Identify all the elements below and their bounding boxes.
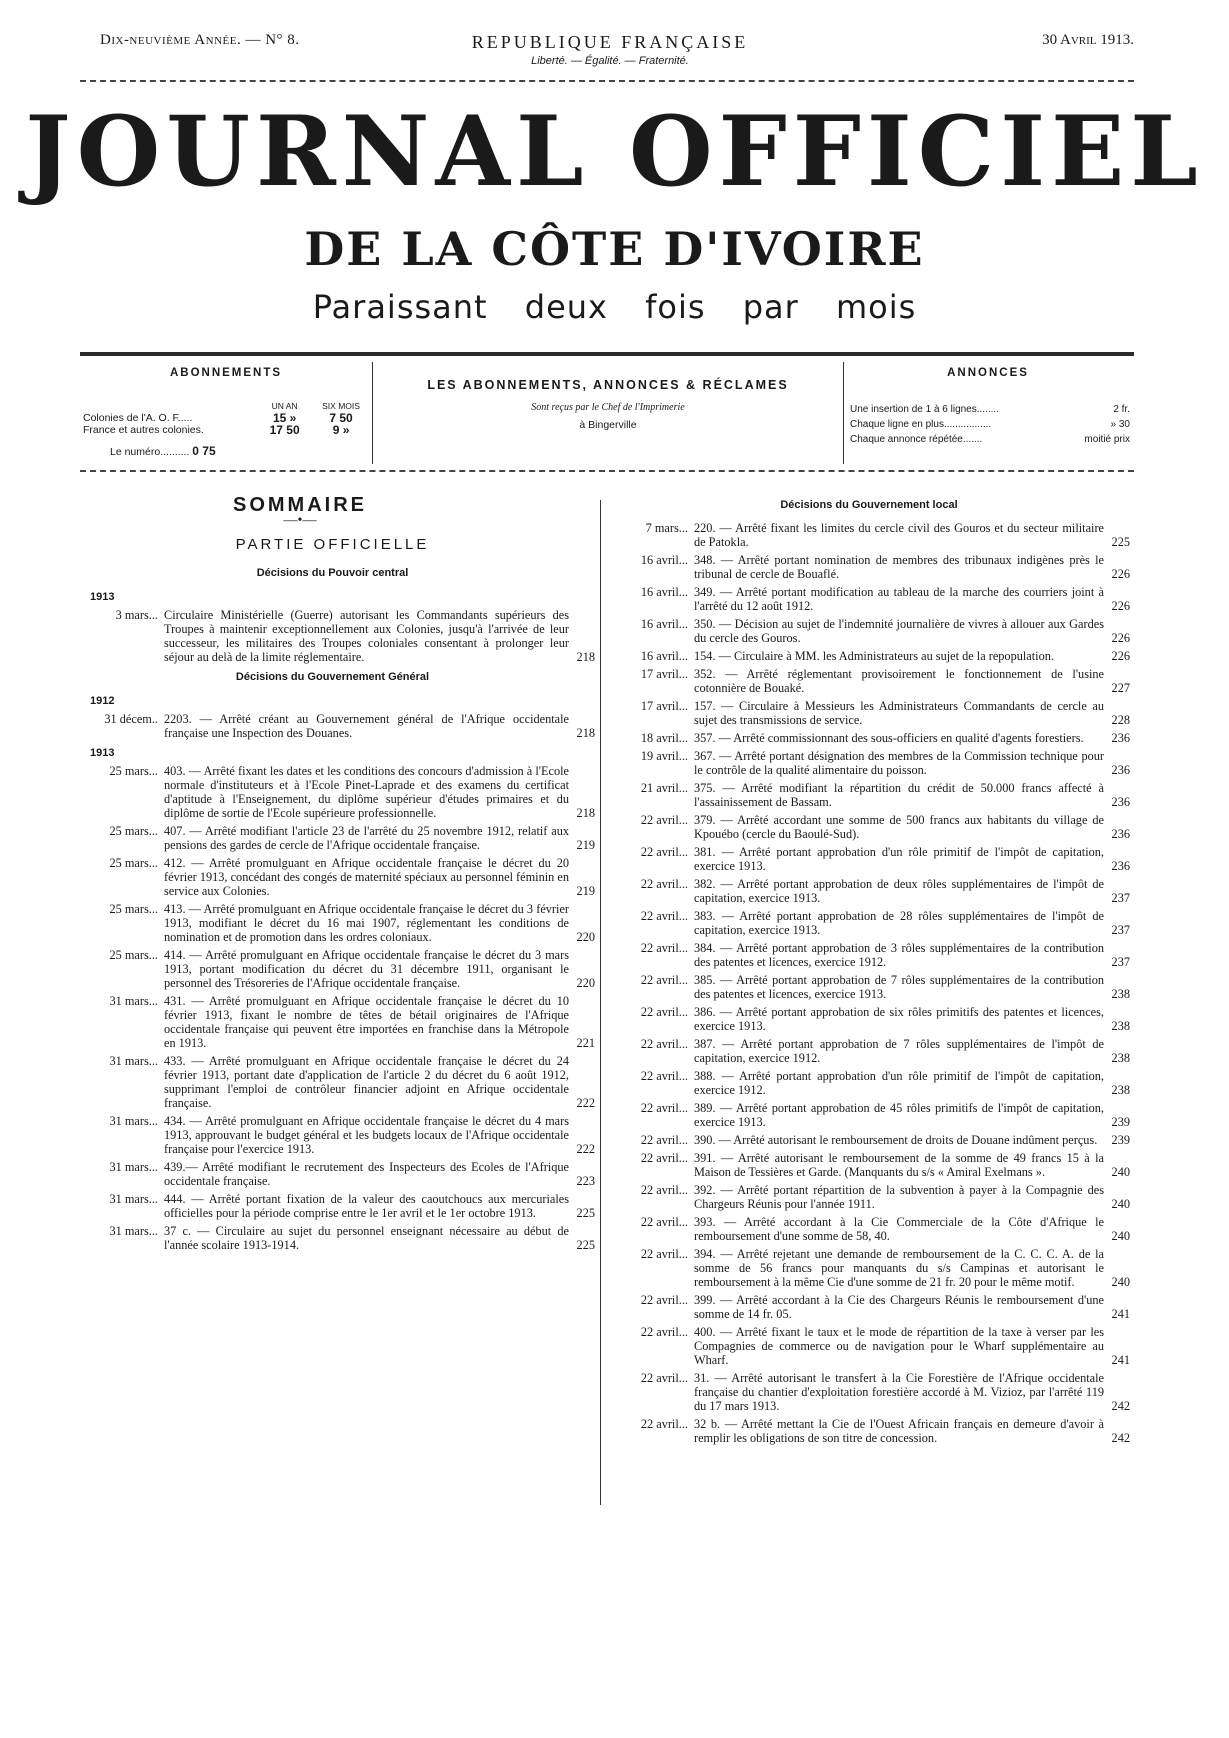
sommaire-entry <box>70 824 595 852</box>
reception-note: Sont reçus par le Chef de l'Imprimerie <box>531 402 685 413</box>
sommaire-entry <box>70 1160 595 1188</box>
entry-text: 32 b. — Arrêté mettant la Cie de l'Ouest Africain français en demeure d'avoir à remplir les obligations de son titre de concession. <box>694 1417 1104 1445</box>
sommaire-entry <box>608 1325 1130 1367</box>
entry-page: 221 <box>576 1036 595 1050</box>
entry-text: 390. — Arrêté autorisant le remboursement de droits de Douane indûment perçus. <box>694 1133 1098 1147</box>
entry-date: 22 avril... <box>640 1247 688 1261</box>
journal-subtitle: DE LA CÔTE D'IVOIRE <box>304 222 925 276</box>
annonce-row: Chaque ligne en plus................. » 30 <box>850 419 1130 430</box>
entry-page: 239 <box>1111 1133 1130 1147</box>
entry-date: 22 avril... <box>640 1371 688 1385</box>
entry-page: 226 <box>1111 567 1130 581</box>
sommaire-ornament: —•— <box>283 513 317 528</box>
entry-date: 31 mars... <box>109 1160 158 1174</box>
entry-page: 238 <box>1111 1051 1130 1065</box>
entry-date: 22 avril... <box>640 973 688 987</box>
year-label: 1913 <box>90 591 115 603</box>
sommaire-entry <box>608 1005 1130 1033</box>
entry-text: 385. — Arrêté portant approbation de 7 rôles supplémentaires de la contribution des patentes et licences, exercice 1913. <box>694 973 1104 1001</box>
entry-text: 348. — Arrêté portant nomination de membres des tribunaux indigènes près le tribunal de cercle de Bouaflé. <box>694 553 1104 581</box>
entry-text: 407. — Arrêté modifiant l'article 23 de l'arrêté du 25 novembre 1912, relatif aux pensions des gardes de cercle de l'Afrique occidentale française. <box>164 824 569 852</box>
sommaire-entry <box>608 845 1130 873</box>
entry-text: 350. — Décision au sujet de l'indemnité journalière de vivres à allouer aux Gardes du cercle des Gouros. <box>694 617 1104 645</box>
entry-text: Circulaire Ministérielle (Guerre) autorisant les Commandants supérieurs des Troupes à maintenir exceptionnellement aux Colonies, jusqu'à l'arrivée de leur successeur, les militaires des Troupes coloniales consentant à prolonger leur séjour au delà de la limite réglementaire. <box>164 608 569 664</box>
reception-location: à Bingerville <box>579 419 637 431</box>
entry-text: 389. — Arrêté portant approbation de 45 rôles primitifs de l'impôt de capitation, exercice 1913. <box>694 1101 1104 1129</box>
year-label: 1913 <box>90 747 115 759</box>
top-rule <box>80 80 1134 82</box>
entry-page: 237 <box>1111 891 1130 905</box>
annonces-table <box>850 402 1130 447</box>
entry-date: 3 mars... <box>115 608 158 622</box>
entry-page: 220 <box>576 976 595 990</box>
entry-date: 22 avril... <box>640 1183 688 1197</box>
entry-text: 413. — Arrêté promulguant en Afrique occidentale française le décret du 3 février 1913, modifiant le décret du 16 mai 1907, réglementant les conditions de nomination et de promotion dans les ordres coloniaux. <box>164 902 569 944</box>
sommaire-entry <box>70 1192 595 1220</box>
entry-text: 31. — Arrêté autorisant le transfert à la Cie Forestière de l'Afrique occidentale française du chantier d'exploitation forestière accordé à M. Vizioz, par l'arrêté 119 du 17 mars 1913. <box>694 1371 1104 1413</box>
entry-text: 403. — Arrêté fixant les dates et les conditions des concours d'admission à l'Ecole normale d'instituteurs et à l'Ecole Pinet-Laprade et des examens du certificat d'aptitude à l'Enseignement, du diplôme supérieur d'études primaires et du diplôme de sortie de l'Ecole supérieure professionnelle. <box>164 764 569 820</box>
entry-date: 22 avril... <box>640 1325 688 1339</box>
entry-text: 412. — Arrêté promulguant en Afrique occidentale française le décret du 20 février 1913, concédant des congés de maternité spéciaux au personnel féminin en service aux Colonies. <box>164 856 569 898</box>
entry-date: 22 avril... <box>640 941 688 955</box>
entry-page: 239 <box>1111 1115 1130 1129</box>
republic-motto: Liberté. — Égalité. — Fraternité. <box>531 55 689 67</box>
entry-page: 220 <box>576 930 595 944</box>
issue-date: 30 Avril 1913. <box>1042 32 1134 48</box>
col-six-mois: SIX MOIS <box>322 401 360 411</box>
entry-text: 393. — Arrêté accordant à la Cie Commerciale de la Côte d'Afrique le remboursement d'une somme de 58, 40. <box>694 1215 1104 1243</box>
entry-date: 22 avril... <box>640 1037 688 1051</box>
sommaire-entry <box>608 813 1130 841</box>
republic-title: REPUBLIQUE FRANÇAISE <box>471 32 749 52</box>
top-line <box>100 32 1134 72</box>
journal-title: JOURNAL OFFICIEL <box>25 95 1204 208</box>
entry-page: 240 <box>1111 1197 1130 1211</box>
entry-text: 414. — Arrêté promulguant en Afrique occidentale française le décret du 3 mars 1913, portant modification du décret du 31 décembre 1911, organisant le personnel des Trésoreries de l'Afrique occidentale française. <box>164 948 569 990</box>
entry-date: 16 avril... <box>640 649 688 663</box>
entry-text: 349. — Arrêté portant modification au tableau de la marche des courriers joint à l'arrêté du 12 août 1912. <box>694 585 1104 613</box>
sommaire-entry <box>608 521 1130 549</box>
subscription-box <box>80 362 1134 464</box>
entry-page: 218 <box>576 650 595 664</box>
entry-text: 439.— Arrêté modifiant le recrutement des Inspecteurs des Ecoles de l'Afrique occidentale française. <box>164 1160 569 1188</box>
entry-date: 7 mars... <box>645 521 688 535</box>
entry-text: 392. — Arrêté portant répartition de la subvention à payer à la Compagnie des Chargeurs Réunis pour l'année 1911. <box>694 1183 1104 1211</box>
annonces-heading: ANNONCES <box>947 367 1029 379</box>
sommaire-entry <box>608 877 1130 905</box>
entry-date: 17 avril... <box>640 699 688 713</box>
entry-text: 434. — Arrêté promulguant en Afrique occidentale française le décret du 4 mars 1913, approuvant le budget général et les budgets locaux de l'Afrique occidentale française pour l'exercice 1913. <box>164 1114 569 1156</box>
entry-date: 31 mars... <box>109 1192 158 1206</box>
sommaire-title: SOMMAIRE <box>233 494 367 516</box>
sommaire-entry <box>608 1293 1130 1321</box>
sommaire-entry <box>70 1224 595 1252</box>
entry-text: 375. — Arrêté modifiant la répartition du crédit de 50.000 francs affecté à l'assainissement de Bassam. <box>694 781 1104 809</box>
abonnement-row: Colonies de l'A. O. F..... 15 » 7 50 <box>83 411 353 425</box>
entry-text: 391. — Arrêté autorisant le remboursement de la somme de 49 francs 15 à la Maison de Tessières et Garde. (Manquants du s/s « Amiral Exelmans ». <box>694 1151 1104 1179</box>
entry-text: 154. — Circulaire à MM. les Administrateurs au sujet de la repopulation. <box>694 649 1054 663</box>
entry-page: 218 <box>576 806 595 820</box>
entry-date: 25 mars... <box>109 764 158 778</box>
entry-date: 25 mars... <box>109 948 158 962</box>
entry-page: 227 <box>1111 681 1130 695</box>
sommaire-entry <box>608 1069 1130 1097</box>
entry-text: 2203. — Arrêté créant au Gouvernement général de l'Afrique occidentale française une Inspection des Douanes. <box>164 712 569 740</box>
entry-date: 18 avril... <box>640 731 688 745</box>
abonnement-row: France et autres colonies. 17 50 9 » <box>83 423 350 437</box>
entry-text: 382. — Arrêté portant approbation de deux rôles supplémentaires de l'impôt de capitation, exercice 1913. <box>694 877 1104 905</box>
entry-page: 218 <box>576 726 595 740</box>
abonnements-table <box>80 400 372 436</box>
entry-date: 22 avril... <box>640 877 688 891</box>
sommaire-entry <box>70 1114 595 1156</box>
entry-page: 237 <box>1111 955 1130 969</box>
entry-date: 17 avril... <box>640 667 688 681</box>
entry-page: 225 <box>1111 535 1130 549</box>
masthead-rule <box>80 352 1134 356</box>
entry-text: 399. — Arrêté accordant à la Cie des Chargeurs Réunis le remboursement d'une somme de 14 fr. 05. <box>694 1293 1104 1321</box>
sommaire-entry <box>608 1151 1130 1179</box>
section-pouvoir-central: Décisions du Pouvoir central <box>256 567 409 579</box>
sommaire-entry <box>608 1037 1130 1065</box>
entry-text: 384. — Arrêté portant approbation de 3 rôles supplémentaires de la contribution des patentes et licences, exercice 1912. <box>694 941 1104 969</box>
entry-page: 219 <box>576 838 595 852</box>
entry-date: 22 avril... <box>640 1133 688 1147</box>
entry-date: 31 mars... <box>109 1114 158 1128</box>
entry-page: 236 <box>1111 763 1130 777</box>
entry-date: 22 avril... <box>640 1417 688 1431</box>
entry-date: 22 avril... <box>640 1069 688 1083</box>
abonnements-heading: ABONNEMENTS <box>169 367 283 379</box>
annonces-column <box>842 362 1134 464</box>
entry-page: 225 <box>576 1238 595 1252</box>
sommaire-entry <box>608 1183 1130 1211</box>
entry-page: 219 <box>576 884 595 898</box>
entry-page: 238 <box>1111 1019 1130 1033</box>
entry-date: 25 mars... <box>109 902 158 916</box>
entry-date: 31 mars... <box>109 1224 158 1238</box>
sommaire-entry <box>608 973 1130 1001</box>
entry-page: 223 <box>576 1174 595 1188</box>
entry-text: 357. — Arrêté commissionnant des sous-officiers en qualité d'agents forestiers. <box>694 731 1084 745</box>
sommaire-entry <box>608 1101 1130 1129</box>
sommaire-entry <box>70 902 595 944</box>
sommaire-entry <box>608 649 1130 663</box>
local-entries <box>608 521 1130 1445</box>
sommaire-entry <box>70 994 595 1050</box>
entry-text: 157. — Circulaire à Messieurs les Administrateurs Commandants de cercle au sujet des transmissions de service. <box>694 699 1104 727</box>
entry-date: 21 avril... <box>640 781 688 795</box>
entry-date: 25 mars... <box>109 824 158 838</box>
numero-price: Le numéro.......... 0 75 <box>110 444 216 458</box>
entry-date: 22 avril... <box>640 1005 688 1019</box>
entry-date: 16 avril... <box>640 553 688 567</box>
journal-tagline: Paraissant deux fois par mois <box>312 288 917 326</box>
sommaire-entry <box>70 1054 595 1110</box>
entry-text: 379. — Arrêté accordant une somme de 500 francs aux habitants du village de Kpouébo (cercle du Baoulé-Sud). <box>694 813 1104 841</box>
entry-page: 242 <box>1111 1399 1130 1413</box>
issue-number: Dix-neuvième Année. — N° 8. <box>100 32 300 48</box>
sommaire-entry <box>608 1417 1130 1445</box>
sommaire-entry <box>608 585 1130 613</box>
sommaire-entry <box>608 699 1130 727</box>
sommaire-entry <box>608 617 1130 645</box>
entry-date: 31 décem.. <box>104 712 158 726</box>
sommaire-entry <box>608 1247 1130 1289</box>
general-1912-entries <box>70 712 595 740</box>
entry-page: 238 <box>1111 987 1130 1001</box>
reception-heading: LES ABONNEMENTS, ANNONCES & RÉCLAMES <box>427 378 789 392</box>
entry-text: 381. — Arrêté portant approbation d'un rôle primitif de l'impôt de capitation, exercice 1913. <box>694 845 1104 873</box>
entry-date: 16 avril... <box>640 617 688 631</box>
entry-text: 387. — Arrêté portant approbation de 7 rôles supplémentaires de l'impôt de capitation, exercice 1912. <box>694 1037 1104 1065</box>
sommaire-right-column <box>608 498 1130 1449</box>
reception-column <box>372 362 844 464</box>
entry-page: 226 <box>1111 649 1130 663</box>
entry-page: 240 <box>1111 1275 1130 1289</box>
entry-page: 237 <box>1111 923 1130 937</box>
entry-text: 400. — Arrêté fixant le taux et le mode de répartition de la taxe à verser par les Compagnies de commerce ou de navigation pour le Wharf supplémentaire au Wharf. <box>694 1325 1104 1367</box>
section-gouvernement-local: Décisions du Gouvernement local <box>780 499 958 511</box>
sommaire-entry <box>608 941 1130 969</box>
section-gouvernement-general: Décisions du Gouvernement Général <box>235 671 430 683</box>
entry-text: 431. — Arrêté promulguant en Afrique occidentale française le décret du 10 février 1913, fixant le nombre de têtes de bétail originaires de l'Afrique occidentale française qui peuvent être importées en franchise dans la Métropole en 1913. <box>164 994 569 1050</box>
entry-text: 394. — Arrêté rejetant une demande de remboursement de la C. C. C. A. de la somme de 56 francs pour manquants du s/s Campinas et autorisant le remboursement à la même Cie d'une somme de 21 fr. 20 pour le même motif. <box>694 1247 1104 1289</box>
entry-text: 367. — Arrêté portant désignation des membres de la Commission technique pour le contrôle de la qualité alimentaire du poisson. <box>694 749 1104 777</box>
entry-page: 226 <box>1111 631 1130 645</box>
entry-page: 236 <box>1111 827 1130 841</box>
sommaire-entry <box>70 856 595 898</box>
entry-page: 222 <box>576 1142 595 1156</box>
entry-date: 31 mars... <box>109 994 158 1008</box>
entry-page: 242 <box>1111 1431 1130 1445</box>
year-label: 1912 <box>90 695 115 707</box>
entry-text: 383. — Arrêté portant approbation de 28 rôles supplémentaires de l'impôt de capitation, exercice 1913. <box>694 909 1104 937</box>
entry-page: 240 <box>1111 1165 1130 1179</box>
sommaire-entry <box>70 948 595 990</box>
partie-officielle-heading: PARTIE OFFICIELLE <box>235 536 430 553</box>
entry-page: 236 <box>1111 731 1130 745</box>
sommaire-entry <box>70 764 595 820</box>
entry-text: 433. — Arrêté promulguant en Afrique occidentale française le décret du 24 février 1913, portant date d'application de l'article 2 du décret du 6 août 1912, supprimant l'emploi de contrôleur financier adjoint en Afrique occidentale française. <box>164 1054 569 1110</box>
entry-date: 25 mars... <box>109 856 158 870</box>
annonce-row: Une insertion de 1 à 6 lignes........ 2 fr. <box>850 404 1130 415</box>
entry-date: 22 avril... <box>640 1151 688 1165</box>
entry-page: 222 <box>576 1096 595 1110</box>
sommaire-entry <box>608 1371 1130 1413</box>
sommaire-entry <box>608 667 1130 695</box>
entry-date: 16 avril... <box>640 585 688 599</box>
republic-header <box>445 32 775 67</box>
pouvoir-entries <box>70 608 595 664</box>
entry-date: 22 avril... <box>640 1293 688 1307</box>
entry-text: 220. — Arrêté fixant les limites du cercle civil des Gouros et du secteur militaire de Patokla. <box>694 521 1104 549</box>
sommaire-entry <box>608 909 1130 937</box>
sommaire-entry <box>70 712 595 740</box>
entry-text: 352. — Arrêté réglementant provisoirement le fonctionnement de l'usine cotonnière de Bouaké. <box>694 667 1104 695</box>
entry-page: 225 <box>576 1206 595 1220</box>
sommaire-entry <box>70 608 595 664</box>
entry-page: 236 <box>1111 859 1130 873</box>
entry-text: 386. — Arrêté portant approbation de six rôles primitifs des patentes et licences, exercice 1913. <box>694 1005 1104 1033</box>
entry-date: 19 avril... <box>640 749 688 763</box>
annonce-row: Chaque annonce répétée....... moitié prix <box>850 434 1130 445</box>
entry-page: 238 <box>1111 1083 1130 1097</box>
abonnements-column <box>80 362 372 464</box>
sommaire-entry <box>608 553 1130 581</box>
column-divider <box>600 500 601 1505</box>
entry-page: 228 <box>1111 713 1130 727</box>
entry-date: 22 avril... <box>640 845 688 859</box>
entry-date: 22 avril... <box>640 909 688 923</box>
general-1913-entries <box>70 764 595 1252</box>
entry-date: 31 mars... <box>109 1054 158 1068</box>
entry-date: 22 avril... <box>640 1101 688 1115</box>
sommaire-entry <box>608 731 1130 745</box>
col-un-an: UN AN <box>271 401 298 411</box>
entry-page: 236 <box>1111 795 1130 809</box>
entry-page: 226 <box>1111 599 1130 613</box>
sommaire-entry <box>608 781 1130 809</box>
sommaire-left-column <box>70 494 595 1256</box>
box-rule <box>80 470 1134 472</box>
entry-page: 241 <box>1111 1353 1130 1367</box>
entry-text: 444. — Arrêté portant fixation de la valeur des caoutchoucs aux mercuriales officielles pour la période comprise entre le 1er avril et le 1er octobre 1913. <box>164 1192 569 1220</box>
entry-date: 22 avril... <box>640 813 688 827</box>
entry-page: 240 <box>1111 1229 1130 1243</box>
entry-date: 22 avril... <box>640 1215 688 1229</box>
entry-text: 388. — Arrêté portant approbation d'un rôle primitif de l'impôt de capitation, exercice 1912. <box>694 1069 1104 1097</box>
entry-page: 241 <box>1111 1307 1130 1321</box>
entry-text: 37 c. — Circulaire au sujet du personnel enseignant nécessaire au début de l'année scolaire 1913-1914. <box>164 1224 569 1252</box>
sommaire-entry <box>608 1133 1130 1147</box>
sommaire-entry <box>608 1215 1130 1243</box>
sommaire-entry <box>608 749 1130 777</box>
